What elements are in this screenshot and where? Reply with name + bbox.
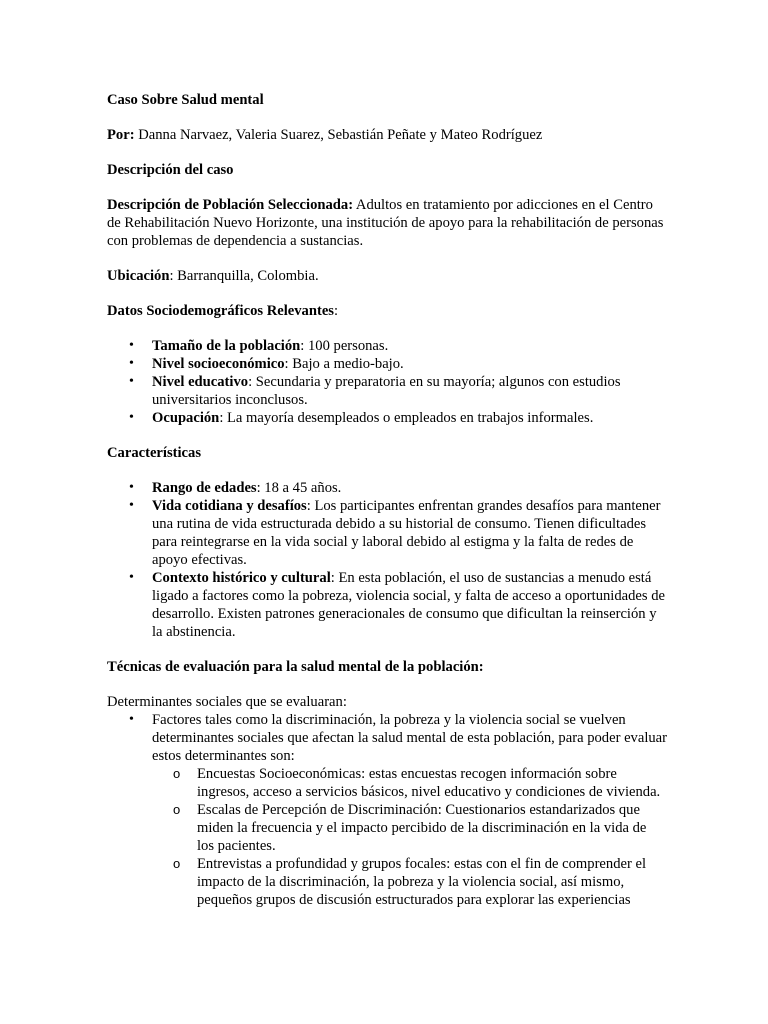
document-page: [107, 91, 667, 909]
authors-names: Danna Narvaez, Valeria Suarez, Sebastián Peñate y Mateo Rodríguez: [134, 127, 543, 143]
list-item: • Ocupación: La mayoría desempleados o empleados en trabajos informales.: [129, 410, 594, 426]
bullet-icon: •: [129, 570, 134, 585]
techniques-heading: Técnicas de evaluación para la salud mental de la población:: [107, 659, 484, 675]
techniques-intro: Determinantes sociales que se evaluaran:: [107, 694, 347, 710]
sub-list-item: o Encuestas Socioeconómicas: estas encuestas recogen información sobre ingresos, acceso a servicios básicos, nivel educativo y condiciones de vivienda.: [173, 766, 661, 800]
techniques-list: [107, 711, 667, 909]
list-item: • Contexto histórico y cultural: En esta población, el uso de sustancias a menudo está ligado a factores como la pobreza, violencia social, y falta de acceso a oportunidades de desarrollo. Existen patrones generacionales de consumo que dificultan la reinserción y la abstinencia.: [129, 570, 665, 640]
list-item: • Nivel socioeconómico: Bajo a medio-bajo.: [129, 356, 404, 372]
location-paragraph: [107, 267, 667, 285]
list-item: • Tamaño de la población: 100 personas.: [129, 338, 389, 354]
list-item: • Nivel educativo: Secundaria y preparatoria en su mayoría; algunos con estudios universitarios inconclusos.: [129, 374, 621, 408]
bullet-icon: •: [129, 712, 134, 727]
characteristics-list: [107, 479, 667, 641]
bullet-icon: •: [129, 410, 134, 425]
document-title: Caso Sobre Salud mental: [107, 92, 264, 108]
circle-bullet-icon: o: [173, 802, 181, 817]
list-item: • Rango de edades: 18 a 45 años.: [129, 480, 342, 496]
bullet-icon: •: [129, 498, 134, 513]
sub-list-item: o Entrevistas a profundidad y grupos focales: estas con el fin de comprender el impacto de la discriminación, la pobreza y la violencia social, así mismo, pequeños grupos de discusión estructurados para explorar las experiencias: [173, 856, 647, 908]
authors-label: Por:: [107, 127, 135, 143]
techniques-sublist: [152, 765, 667, 909]
circle-bullet-icon: o: [173, 856, 181, 871]
population-paragraph: [107, 196, 667, 250]
socio-heading: Datos Sociodemográficos Relevantes:: [107, 303, 339, 319]
case-heading: Descripción del caso: [107, 162, 234, 178]
socio-list: [107, 337, 667, 427]
location-label: Ubicación: [107, 268, 170, 284]
characteristics-heading: Características: [107, 445, 202, 461]
bullet-icon: •: [129, 480, 134, 495]
list-item: • Factores tales como la discriminación, la pobreza y la violencia social se vuelven determinantes sociales que afectan la salud mental de esta población, para poder evaluar estos determinantes son: o Encuestas Socioeconómicas: estas encuestas recogen información sobre ingresos, acceso a servicios básicos, nivel educativo y condiciones de vivienda. o Escalas de Percepción de Discriminación: Cuestionarios estandarizados que miden la frecuencia y el impacto percibido de la discriminación en la vida de los pacientes. o Entrevistas a profundidad y grupos focales: estas con el fin de comprender el impacto de la discriminación, la pobreza y la violencia social, así mismo, pequeños grupos de discusión estructurados para explorar las experiencias: [129, 712, 668, 908]
population-label: Descripción de Población Seleccionada:: [107, 197, 354, 213]
population-text: Adultos en tratamiento por adicciones en el Centro de Rehabilitación Nuevo Horizonte, una institución de apoyo para la rehabilitación de personas con problemas de dependencia a sustancias.: [107, 197, 664, 249]
circle-bullet-icon: o: [173, 766, 181, 781]
sub-list-item: o Escalas de Percepción de Discriminación: Cuestionarios estandarizados que miden la frecuencia y el impacto percibido de la discriminación en la vida de los pacientes.: [173, 802, 647, 854]
location-text: : Barranquilla, Colombia.: [169, 268, 319, 284]
bullet-icon: •: [129, 356, 134, 371]
authors-line: [107, 126, 667, 144]
bullet-icon: •: [129, 374, 134, 389]
list-item: • Vida cotidiana y desafíos: Los participantes enfrentan grandes desafíos para mantener una rutina de vida estructurada debido a su historial de consumo. Tienen dificultades para reintegrarse en la vida social y laboral debido al estigma y la falta de redes de apoyo efectivas.: [129, 498, 661, 568]
bullet-icon: •: [129, 338, 134, 353]
